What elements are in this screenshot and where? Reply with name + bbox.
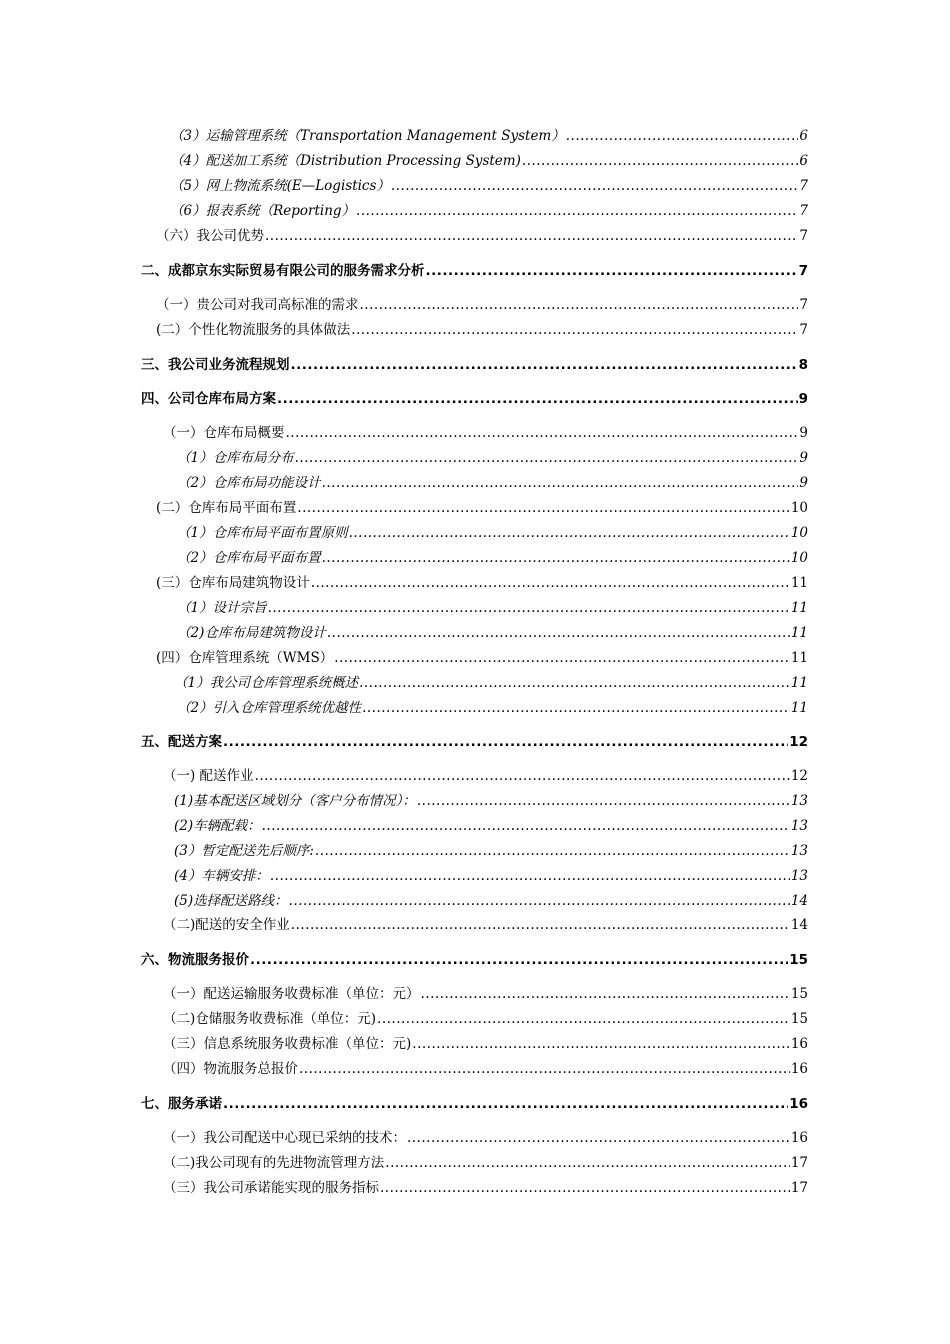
toc-page-number: 11	[790, 600, 808, 616]
toc-page-number: 10	[790, 500, 808, 516]
toc-leader	[289, 892, 790, 910]
toc-leader	[391, 177, 798, 195]
toc-entry[interactable]	[177, 599, 808, 617]
toc-page-number: 16	[790, 1061, 808, 1077]
toc-leader	[277, 390, 798, 408]
toc-page-number: 8	[798, 357, 808, 373]
toc-page-number: 15	[790, 1011, 808, 1027]
toc-leader	[297, 499, 790, 517]
toc-entry-title: (三）仓库布局建筑物设计	[156, 575, 310, 591]
toc-entry[interactable]	[156, 321, 808, 339]
toc-entry-title: （4）配送加工系统（Distribution Processing System)	[170, 153, 521, 169]
toc-entry-title: （2）引入仓库管理系统优越性	[177, 700, 362, 716]
toc-entry[interactable]	[163, 1035, 808, 1053]
toc-entry-title: （5）网上物流系统(E—Logistics）	[170, 178, 390, 194]
toc-entry-title: 七、服务承诺	[141, 1096, 222, 1112]
toc-leader	[356, 202, 798, 220]
toc-entry-title: （三）我公司承诺能实现的服务指标	[163, 1180, 379, 1196]
toc-entry[interactable]	[170, 152, 808, 170]
toc-leader	[223, 733, 788, 751]
toc-page-number: 13	[790, 868, 808, 884]
toc-leader	[566, 127, 799, 145]
toc-entry-title: 五、配送方案	[141, 734, 222, 750]
toc-entry-title: (4）车辆安排：	[174, 868, 269, 884]
toc-page-number: 17	[790, 1155, 808, 1171]
toc-entry-title: （2）仓库布局平面布置	[177, 550, 321, 566]
toc-entry-title: (四）仓库管理系统（WMS）	[156, 650, 334, 666]
toc-leader	[412, 1035, 790, 1053]
toc-page-number: 7	[799, 228, 808, 244]
toc-entry[interactable]	[163, 1060, 808, 1078]
toc-entry-title: (2)车辆配载：	[174, 818, 261, 834]
toc-entry[interactable]	[177, 474, 808, 492]
toc-leader	[255, 767, 790, 785]
toc-entry[interactable]	[163, 985, 808, 1003]
toc-page-number: 11	[790, 675, 808, 691]
toc-page-number: 15	[789, 952, 808, 968]
toc-entry[interactable]	[174, 817, 808, 835]
toc-entry[interactable]	[163, 1129, 808, 1147]
toc-page-number: 7	[799, 297, 808, 313]
toc-entry-title: （1）我公司仓库管理系统概述	[174, 675, 359, 691]
toc-entry[interactable]	[156, 574, 808, 592]
toc-page-number: 13	[790, 843, 808, 859]
toc-chapter[interactable]	[141, 356, 808, 374]
toc-page-number: 13	[790, 818, 808, 834]
toc-entry-title: 六、物流服务报价	[141, 952, 249, 968]
toc-entry[interactable]	[174, 867, 808, 885]
toc-chapter[interactable]	[141, 733, 808, 751]
toc-entry[interactable]	[163, 916, 808, 934]
toc-leader	[421, 985, 790, 1003]
toc-entry-title: （1）设计宗旨	[177, 600, 267, 616]
toc-entry-title: （2）仓库布局功能设计	[177, 475, 321, 491]
toc-page-number: 11	[790, 625, 808, 641]
toc-leader	[322, 474, 799, 492]
toc-entry[interactable]	[156, 649, 808, 667]
toc-leader	[349, 524, 790, 542]
toc-entry[interactable]	[156, 227, 808, 245]
toc-entry[interactable]	[177, 449, 808, 467]
toc-page-number: 14	[790, 917, 808, 933]
toc-page-number: 16	[790, 1036, 808, 1052]
toc-entry-title: 三、我公司业务流程规划	[141, 357, 290, 373]
toc-leader	[286, 424, 799, 442]
toc-entry-title: （二)仓储服务收费标准（单位：元)	[163, 1011, 377, 1027]
toc-entry[interactable]	[156, 499, 808, 517]
toc-leader	[268, 599, 790, 617]
toc-entry[interactable]	[163, 1154, 808, 1172]
toc-entry-title: （四）物流服务总报价	[163, 1061, 298, 1077]
toc-entry[interactable]	[177, 524, 808, 542]
toc-page-number: 9	[799, 475, 808, 491]
toc-page-number: 10	[790, 525, 808, 541]
toc-entry[interactable]	[174, 674, 808, 692]
toc-page-number: 6	[799, 128, 808, 144]
toc-chapter[interactable]	[141, 1095, 808, 1113]
toc-leader	[265, 227, 798, 245]
toc-entry-title: （二)配送的安全作业	[163, 917, 290, 933]
toc-leader	[262, 817, 790, 835]
toc-leader	[417, 792, 790, 810]
toc-page-number: 17	[790, 1180, 808, 1196]
toc-leader	[295, 449, 799, 467]
toc-entry-title: （1）仓库布局平面布置原则	[177, 525, 348, 541]
toc-entry[interactable]	[177, 699, 808, 717]
toc-entry[interactable]	[170, 177, 808, 195]
toc-leader	[351, 321, 798, 339]
toc-entry[interactable]	[174, 842, 808, 860]
toc-leader	[223, 1095, 788, 1113]
toc-entry-title: （一）我公司配送中心现已采纳的技术：	[163, 1130, 406, 1146]
toc-entry-title: （三）信息系统服务收费标准（单位：元)	[163, 1036, 412, 1052]
toc-entry-title: （一）配送运输服务收费标准（单位：元）	[163, 986, 420, 1002]
toc-leader	[377, 1010, 790, 1028]
toc-page-number: 10	[790, 550, 808, 566]
toc-leader	[426, 262, 798, 280]
toc-leader	[311, 574, 790, 592]
toc-entry-title: （3）运输管理系统（Transportation Management System）	[170, 128, 565, 144]
toc-entry-title: 二、成都京东实际贸易有限公司的服务需求分析	[141, 263, 425, 279]
toc-page-number: 9	[799, 450, 808, 466]
toc-chapter[interactable]	[141, 262, 808, 280]
toc-leader	[362, 699, 790, 717]
toc-page-number: 15	[790, 986, 808, 1002]
toc-entry-title: 四、公司仓库布局方案	[141, 391, 276, 407]
toc-leader	[322, 549, 790, 567]
toc-page-number: 11	[790, 700, 808, 716]
toc-leader	[299, 1060, 790, 1078]
toc-entry-title: (二）个性化物流服务的具体做法	[156, 322, 351, 338]
toc-page-number: 9	[799, 425, 808, 441]
toc-entry-title: （1）仓库布局分布	[177, 450, 294, 466]
toc-page-number: 16	[789, 1096, 808, 1112]
toc-entry-title: (1)基本配送区域划分（客户分布情况）：	[174, 793, 416, 809]
toc-page-number: 11	[790, 575, 808, 591]
toc-page-number: 7	[799, 178, 808, 194]
toc-page-number: 13	[790, 793, 808, 809]
toc-entry[interactable]	[177, 624, 808, 642]
toc-entry-title: （二)我公司现有的先进物流管理方法	[163, 1155, 385, 1171]
toc-entry-title: （2)仓库布局建筑物设计	[177, 625, 326, 641]
toc-entry[interactable]	[170, 202, 808, 220]
toc-chapter[interactable]	[141, 951, 808, 969]
toc-leader	[380, 1179, 790, 1197]
toc-entry-title: （一）贵公司对我司高标准的需求	[156, 297, 359, 313]
toc-entry[interactable]	[163, 424, 808, 442]
toc-page-number: 7	[799, 322, 808, 338]
toc-entry[interactable]	[163, 767, 808, 785]
toc-leader	[315, 842, 790, 860]
toc-entry[interactable]	[163, 1179, 808, 1197]
toc-entry-title: (5)选择配送路线：	[174, 893, 288, 909]
toc-entry[interactable]	[170, 127, 808, 145]
toc-entry-title: （六）我公司优势	[156, 228, 264, 244]
toc-leader	[250, 951, 788, 969]
toc-entry-title: (3）暂定配送先后顺序:	[174, 843, 314, 859]
toc-entry-title: （一) 配送作业	[163, 768, 254, 784]
toc-page-number: 9	[798, 391, 808, 407]
toc-leader	[334, 649, 790, 667]
toc-leader	[385, 1154, 790, 1172]
toc-page-number: 7	[798, 263, 808, 279]
toc-leader	[359, 674, 790, 692]
toc-leader	[407, 1129, 790, 1147]
toc-entry-title: （一）仓库布局概要	[163, 425, 285, 441]
toc-chapter[interactable]	[141, 390, 808, 408]
toc-leader	[522, 152, 799, 170]
toc-page-number: 11	[790, 650, 808, 666]
toc-leader	[327, 624, 790, 642]
toc-page-number: 12	[790, 768, 808, 784]
toc-entry[interactable]	[163, 1010, 808, 1028]
toc-entry[interactable]	[174, 792, 808, 810]
toc-page-number: 14	[790, 893, 808, 909]
toc-page-number: 16	[790, 1130, 808, 1146]
toc-leader	[270, 867, 790, 885]
toc-leader	[291, 356, 798, 374]
toc-page-number: 7	[799, 203, 808, 219]
toc-entry[interactable]	[156, 296, 808, 314]
toc-entry[interactable]	[177, 549, 808, 567]
toc-entry-title: (二）仓库布局平面布置	[156, 500, 297, 516]
toc-entry[interactable]	[174, 892, 808, 910]
toc-entry-title: （6）报表系统（Reporting）	[170, 203, 356, 219]
toc-leader	[360, 296, 799, 314]
toc-leader	[291, 916, 790, 934]
toc-page-number: 12	[789, 734, 808, 750]
toc-page-number: 6	[799, 153, 808, 169]
